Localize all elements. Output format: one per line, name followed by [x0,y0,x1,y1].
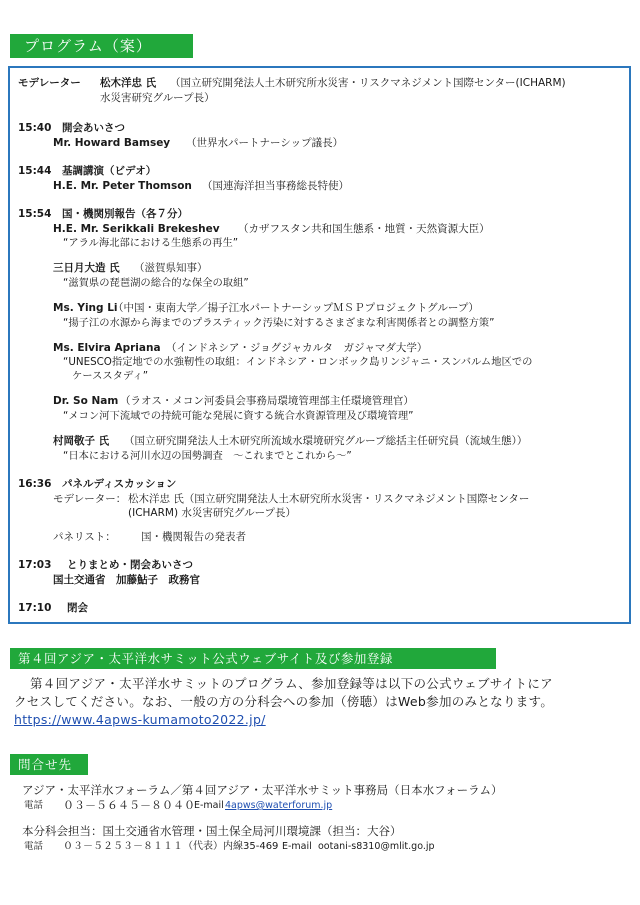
moderator-name: 松木洋忠 氏 [100,77,157,89]
email-2: ootani-s8310@mlit.go.jp [318,841,435,852]
session-title-1544: 基調講演（ビデオ） [62,165,157,177]
speaker-affil-1544: （国連海洋担当事務総長特使） [202,180,349,192]
program-header: プログラム（案） [10,34,193,58]
session-title-1703: とりまとめ・閉会あいさつ [67,559,193,571]
report-affil: （インドネシア・ジョグジャカルタ ガジャマダ大学） [166,342,428,354]
session-title-1540: 開会あいさつ [62,122,125,134]
speaker-1540: Mr. Howard Bamsey [53,137,171,149]
email-label-2: E-mail [282,841,312,852]
speaker-1544: H.E. Mr. Peter Thomson [53,180,192,192]
report-affil: （カザフスタン共和国生態系・地質・天然資源大臣） [238,223,490,235]
website-text-line-1: 第４回アジア・太平洋水サミットのプログラム、参加登録等は以下の公式ウェブサイトにア [30,676,553,691]
website-text-line-2: クセスしてください。なお、一般の方の分科会への参加（傍聴）はWeb参加のみとなります。 [14,694,554,709]
panel-moderator-label: モデレーター： [53,493,127,505]
website-header: 第４回アジア・太平洋水サミット公式ウェブサイト及び参加登録 [10,648,496,669]
program-box [8,66,631,624]
speaker-affil-1540: （世界水パートナーシップ議長） [186,137,344,149]
moderator-label: モデレーター [18,77,81,89]
report-topic: “メコン河下流域での持続可能な発展に資する統合水資源管理及び環境管理” [63,410,414,422]
speaker-1703: 国土交通省 加藤鮎子 政務官 [53,574,200,586]
time-1703: 17:03 [18,559,52,571]
session-title-1636: パネルディスカッション [62,478,177,490]
panelist-label: パネリスト： [53,531,116,543]
moderator-affil-2: 水災害研究グループ長） [100,92,215,104]
report-affil: （ラオス・メコン河委員会事務局環境管理部主任環境管理官） [120,395,414,407]
report-affil: （中国・東南大学／揚子江水パートナーシップＭＳＰプロジェクトグループ） [113,302,479,314]
website-url-link[interactable]: https://www.4apws-kumamoto2022.jp/ [14,712,266,727]
email-link-1[interactable]: 4apws@waterforum.jp [225,800,333,811]
report-affil: （滋賀県知事） [134,262,208,274]
report-topic: “滋賀県の琵琶湖の総合的な保全の取組” [63,277,249,289]
time-1540: 15:40 [18,122,52,134]
inquiry-org-1: アジア・太平洋水フォーラム／第４回アジア・太平洋水サミット事務局（日本水フォーラム） [22,783,503,797]
email-label-1: E-mail [194,800,224,811]
report-topic-cont: ケーススタディ” [72,370,149,382]
tel-label-2: 電話 [24,841,44,852]
report-speaker: Ms. Ying Li [53,302,118,314]
session-title-1554: 国・機関別報告（各７分） [62,208,188,220]
time-1636: 16:36 [18,478,52,490]
report-speaker: 村岡敬子 氏 [53,435,110,447]
inquiry-org-2: 本分科会担当：国土交通省水管理・国土保全局河川環境課（担当：大谷） [22,824,402,838]
time-1710: 17:10 [18,602,52,614]
inquiry-header: 問合せ先 [10,754,88,775]
tel-label-1: 電話 [24,800,44,811]
report-topic: “揚子江の水源から海までのプラスティック汚染に対するさまざまな利害関係者との調整方策” [63,317,495,329]
report-topic: “UNESCO指定地での水強靭性の取組：インドネシア・ロンボック島リンジャニ・スンバルム地区での [63,356,533,368]
report-speaker: Ms. Elvira Apriana [53,342,161,354]
report-speaker: Dr. So Nam [53,395,119,407]
time-1544: 15:44 [18,165,52,177]
moderator-affil: （国立研究開発法人土木研究所水災害・リスクマネジメント国際センター(ICHARM) [170,77,566,89]
time-1554: 15:54 [18,208,52,220]
report-topic: “日本における河川水辺の国勢調査 ～これまでとこれから～” [63,450,352,462]
panelist-text: 国・機関報告の発表者 [141,531,246,543]
session-title-1710: 閉会 [67,602,88,614]
report-affil: （国立研究開発法人土木研究所流域水環境研究グループ総括主任研究員（流域生態）） [124,435,528,447]
report-topic: “アラル海北部における生態系の再生” [63,237,239,249]
report-speaker: H.E. Mr. Serikkali Brekeshev [53,223,220,235]
report-speaker: 三日月大造 氏 [53,262,120,274]
tel-number-2: ０３－５２５３－８１１１（代表）内線35-469 [63,841,279,852]
panel-moderator-text-2: (ICHARM) 水災害研究グループ長） [128,507,297,519]
tel-number-1: ０３－５６４５－８０４０ [63,799,195,812]
panel-moderator-text: 松木洋忠 氏（国立研究開発法人土木研究所水災害・リスクマネジメント国際センター [128,493,530,505]
